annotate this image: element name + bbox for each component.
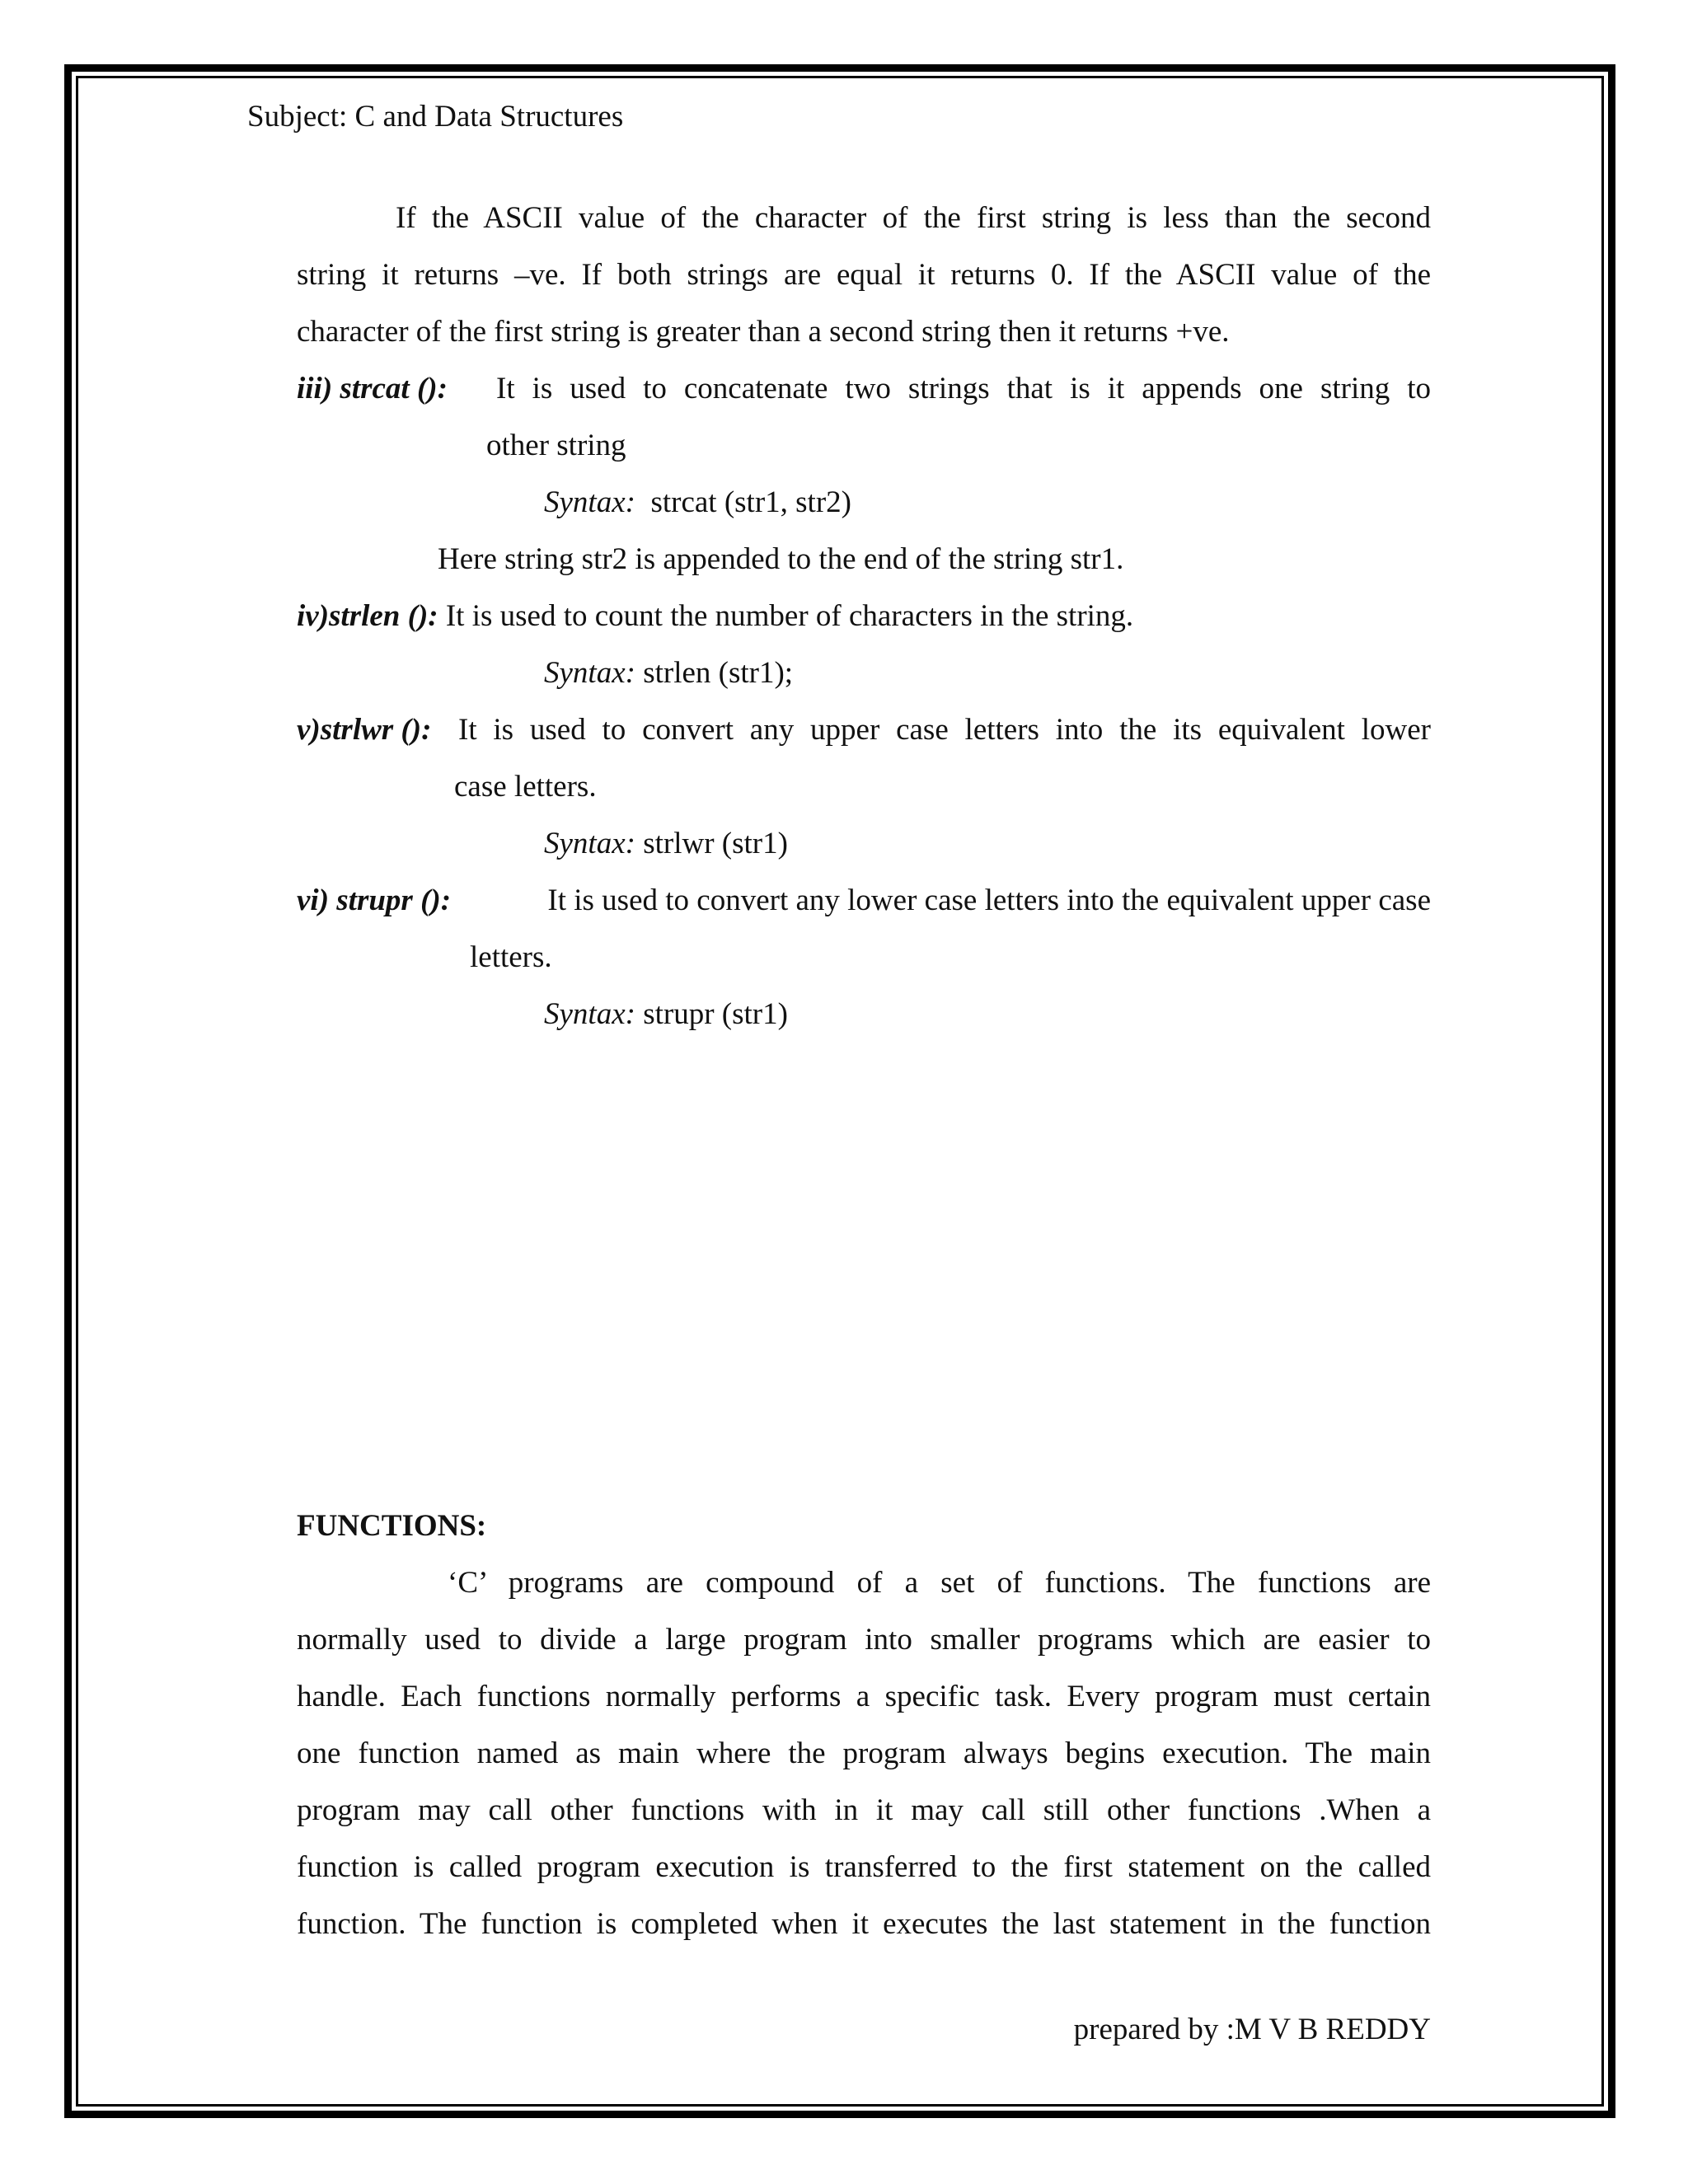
subject-header: Subject: C and Data Structures (247, 100, 624, 134)
strcat-note: Here string str2 is appended to the end of the string str1. (438, 542, 1124, 576)
strupr-syntax-line (544, 996, 788, 1033)
strlwr-row (297, 712, 1431, 748)
functions-line5: program may call other functions with in it may call still other functions .When a (297, 1793, 1431, 1827)
strlwr-label: v)strlwr (): (297, 713, 432, 747)
functions-line1: ‘C’ programs are compound of a set of functions. The functions are (448, 1566, 1431, 1600)
functions-line2: normally used to divide a large program into smaller programs which are easier to (297, 1623, 1431, 1657)
footer-prepared-by: prepared by :M V B REDDY (1073, 2013, 1431, 2046)
strupr-desc1: It is used to convert any lower case letters into the equivalent upper case (547, 883, 1431, 917)
strlen-syntax: strlen (str1); (643, 656, 794, 690)
strcat-syntax-line (544, 485, 851, 521)
strlwr-syntax-label: Syntax: (544, 827, 635, 860)
strlen-desc: It is used to count the number of characters in the string. (445, 599, 1134, 633)
strcat-syntax: strcat (str1, str2) (650, 485, 851, 519)
strlwr-syntax-line (544, 826, 788, 862)
strcat-desc1: It is used to concatenate two strings that is it appends one string to (496, 372, 1431, 405)
strlwr-syntax: strlwr (str1) (643, 827, 788, 860)
strlen-syntax-line (544, 655, 793, 691)
strcat-row (297, 371, 1431, 407)
strupr-row (297, 883, 1431, 919)
strupr-syntax-label: Syntax: (544, 997, 635, 1031)
strlen-syntax-label: Syntax: (544, 656, 635, 690)
functions-line7: function. The function is completed when it executes the last statement in the function (297, 1907, 1431, 1941)
strcat-label: iii) strcat (): (297, 372, 448, 405)
functions-line3: handle. Each functions normally performs a specific task. Every program must certain (297, 1680, 1431, 1713)
strlwr-desc1: It is used to convert any upper case letters into the its equivalent lower (458, 713, 1431, 747)
strcat-desc2: other string (486, 429, 626, 462)
strlen-row (297, 598, 1133, 635)
functions-line4: one function named as main where the program always begins execution. The main (297, 1736, 1431, 1770)
functions-heading: FUNCTIONS: (297, 1509, 487, 1543)
para1-line3: character of the first string is greater than a second string then it returns +ve. (297, 315, 1230, 349)
strupr-syntax: strupr (str1) (643, 997, 788, 1031)
para1-line1: If the ASCII value of the character of the first string is less than the second (396, 201, 1431, 235)
functions-line6: function is called program execution is transferred to the first statement on the called (297, 1850, 1431, 1884)
strupr-label: vi) strupr (): (297, 883, 452, 917)
strlen-label: iv)strlen (): (297, 599, 438, 633)
strcat-syntax-label: Syntax: (544, 485, 635, 519)
para1-line2: string it returns –ve. If both strings are equal it returns 0. If the ASCII value of the (297, 258, 1431, 292)
strlwr-desc2: case letters. (454, 770, 597, 804)
strupr-desc2: letters. (470, 940, 552, 974)
